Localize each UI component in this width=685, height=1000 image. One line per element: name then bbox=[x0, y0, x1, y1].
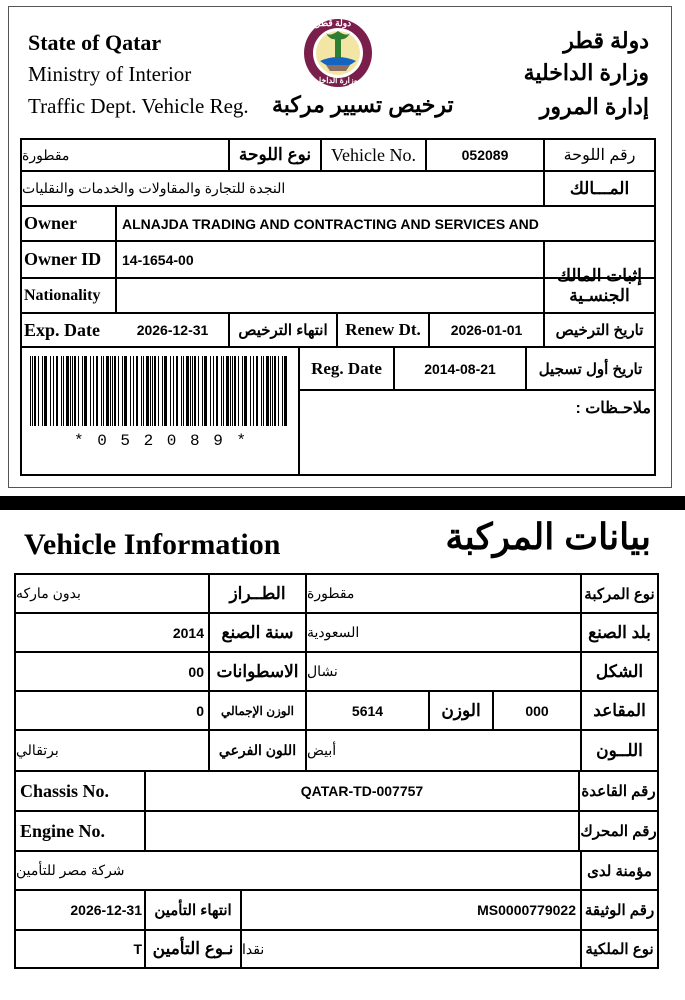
year-value: 2014 bbox=[172, 624, 204, 641]
barcode-bar bbox=[101, 356, 102, 426]
ins-type-value: T bbox=[133, 941, 142, 957]
barcode-bar bbox=[181, 356, 182, 426]
ownership-label: نوع الملكية bbox=[585, 941, 654, 958]
shape-label: الشكل bbox=[595, 661, 644, 681]
renew-date-label-ar: تاريخ الترخيص bbox=[555, 322, 644, 339]
plate-type-label: نوع اللوحة bbox=[238, 145, 312, 164]
vehicle-no-label: Vehicle No. bbox=[331, 144, 416, 165]
barcode-bar bbox=[270, 356, 271, 426]
plate-no-label: رقم اللوحة bbox=[563, 147, 636, 164]
insured-label: مؤمنة لدى bbox=[587, 862, 652, 880]
sub-color-label: اللون الفرعي bbox=[218, 742, 297, 758]
barcode-bar bbox=[204, 356, 207, 426]
barcode-bar bbox=[278, 356, 279, 426]
barcode-bar bbox=[261, 356, 262, 426]
model-value: بدون ماركه bbox=[16, 585, 81, 601]
barcode-bar bbox=[110, 356, 111, 426]
barcode-bar bbox=[118, 356, 119, 426]
barcode-bar bbox=[32, 356, 33, 426]
barcode-bar bbox=[223, 356, 224, 426]
barcode-bar bbox=[146, 356, 149, 426]
barcode-bar bbox=[234, 356, 236, 426]
ministry-ar-label: وزارة الداخلية bbox=[523, 60, 649, 85]
exp-date-value: 2026-12-31 bbox=[136, 322, 209, 338]
barcode-bar bbox=[186, 356, 189, 426]
year-label: سنة الصنع bbox=[221, 622, 294, 642]
barcode-bar bbox=[143, 356, 144, 426]
barcode-bar bbox=[284, 356, 287, 426]
emblem-top-text: دولة قطر bbox=[316, 18, 352, 28]
barcode-bar bbox=[263, 356, 264, 426]
policy-value: MS0000779022 bbox=[477, 902, 576, 918]
barcode-bar bbox=[96, 356, 98, 426]
gross-weight-value: 0 bbox=[196, 702, 204, 719]
barcode-bar bbox=[50, 356, 51, 426]
reg-date-label: Reg. Date bbox=[311, 358, 382, 378]
ins-exp-value: 2026-12-31 bbox=[70, 902, 142, 918]
shape-value: نشال bbox=[307, 663, 338, 679]
state-ar-label: دولة قطر bbox=[563, 28, 649, 53]
barcode-bar bbox=[78, 356, 79, 426]
ins-type-label: نـوع التأمين bbox=[152, 939, 234, 958]
gross-weight-label: الوزن الإجمالي bbox=[221, 703, 294, 718]
barcode-bar bbox=[213, 356, 214, 426]
seats-label: المقاعد bbox=[593, 700, 646, 720]
barcode-bar bbox=[103, 356, 104, 426]
barcode-bar bbox=[130, 356, 131, 426]
ministry-en-label: Ministry of Interior bbox=[28, 62, 192, 86]
barcode-bar bbox=[70, 356, 71, 426]
barcode-bar bbox=[162, 356, 163, 426]
dept-en-label: Traffic Dept. Vehicle Reg. bbox=[28, 94, 249, 118]
state-en-label: State of Qatar bbox=[28, 30, 162, 55]
notes-label: ملاحـظات : bbox=[575, 400, 651, 417]
barcode-bar bbox=[183, 356, 184, 426]
barcode-bar bbox=[63, 356, 64, 426]
barcode-bar bbox=[154, 356, 156, 426]
ins-exp-label: انتهاء التأمين bbox=[154, 902, 232, 919]
sub-color-value: برتقالي bbox=[16, 742, 59, 758]
vehicle-type-label: نوع المركبة bbox=[584, 585, 655, 603]
vehicle-info-title-ar: بيانات المركبة bbox=[445, 516, 651, 557]
weight-label: الوزن bbox=[441, 700, 481, 720]
barcode-bar bbox=[66, 356, 69, 426]
owner-label: Owner bbox=[24, 213, 77, 233]
barcode-bar bbox=[44, 356, 47, 426]
barcode-bar bbox=[106, 356, 109, 426]
owner-label-ar: المـــالك bbox=[569, 178, 630, 198]
barcode-bar bbox=[274, 356, 276, 426]
barcode-bar bbox=[53, 356, 54, 426]
barcode-bar bbox=[112, 356, 113, 426]
emblem-bottom-text: وزارة الداخلية bbox=[312, 76, 358, 85]
barcode-bar bbox=[133, 356, 134, 426]
barcode-bar bbox=[238, 356, 239, 426]
barcode-bar bbox=[198, 356, 199, 426]
license-title-ar: ترخيص تسيير مركبة bbox=[272, 92, 454, 117]
barcode-bar bbox=[250, 356, 251, 426]
vehicle-info-title: Vehicle Information bbox=[24, 528, 281, 561]
separator-band bbox=[0, 496, 685, 510]
barcode-bar bbox=[202, 356, 203, 426]
color-label: اللــون bbox=[596, 740, 643, 760]
weight-value: 5614 bbox=[351, 702, 384, 719]
barcode-bar bbox=[124, 356, 127, 426]
barcode-bar bbox=[90, 356, 91, 426]
engine-label: Engine No. bbox=[20, 820, 106, 841]
insurer-value: شركة مصر للتأمين bbox=[16, 862, 125, 878]
vehicle-type-value: مقطورة bbox=[307, 585, 355, 601]
barcode-bar bbox=[61, 356, 62, 426]
barcode-bar bbox=[93, 356, 94, 426]
barcode-bar bbox=[192, 356, 193, 426]
barcode-bar bbox=[42, 356, 43, 426]
barcode-text: * 0 5 2 0 8 9 * bbox=[73, 432, 249, 450]
barcode-bar bbox=[190, 356, 191, 426]
seats-value: 000 bbox=[525, 702, 549, 719]
exp-date-label: Exp. Date bbox=[24, 319, 100, 340]
owner-value-en: ALNAJDA TRADING AND CONTRACTING AND SERVICES AND bbox=[122, 215, 539, 232]
barcode-bar bbox=[38, 356, 39, 426]
barcode-bar bbox=[221, 356, 222, 426]
barcode-bar bbox=[230, 356, 231, 426]
cylinders-label: الاسطوانات bbox=[216, 661, 299, 681]
barcode-bar bbox=[30, 356, 31, 426]
barcode-bar bbox=[150, 356, 151, 426]
barcode-bar bbox=[282, 356, 283, 426]
barcode-bar bbox=[82, 356, 83, 426]
plate-no-value: 052089 bbox=[461, 147, 509, 163]
barcode-bar bbox=[74, 356, 76, 426]
barcode bbox=[30, 356, 292, 426]
nationality-label: Nationality bbox=[24, 286, 101, 304]
renew-date-value: 2026-01-01 bbox=[450, 322, 523, 338]
origin-label: بلد الصنع bbox=[588, 622, 651, 642]
renew-date-label: Renew Dt. bbox=[345, 320, 421, 339]
reg-date-label-ar: تاريخ أول تسجيل bbox=[538, 360, 643, 378]
barcode-bar bbox=[210, 356, 211, 426]
chassis-label-ar: رقم القاعدة bbox=[581, 783, 656, 800]
barcode-bar bbox=[56, 356, 58, 426]
barcode-bar bbox=[34, 356, 36, 426]
barcode-bar bbox=[141, 356, 142, 426]
barcode-bar bbox=[266, 356, 269, 426]
barcode-bar bbox=[158, 356, 159, 426]
ownership-value: نقدا bbox=[242, 940, 265, 957]
nationality-label-ar: الجنسـية bbox=[569, 285, 630, 305]
barcode-bar bbox=[194, 356, 196, 426]
color-value: أبيض bbox=[307, 742, 337, 758]
barcode-bar bbox=[272, 356, 273, 426]
barcode-bar bbox=[72, 356, 73, 426]
barcode-bar bbox=[114, 356, 116, 426]
owner-value-ar: النجدة للتجارة والمقاولات والخدمات والنقليات bbox=[22, 180, 286, 196]
barcode-bar bbox=[136, 356, 138, 426]
exp-date-label-ar: انتهاء الترخيص bbox=[238, 322, 328, 339]
barcode-bar bbox=[226, 356, 229, 426]
policy-label: رقم الوثيقة bbox=[584, 902, 655, 919]
owner-id-label: Owner ID bbox=[24, 249, 102, 269]
barcode-bar bbox=[170, 356, 171, 426]
owner-id-label-ar: إثبات المالك bbox=[557, 266, 642, 285]
model-label: الطــراز bbox=[229, 583, 286, 603]
barcode-bar bbox=[164, 356, 167, 426]
barcode-bar bbox=[253, 356, 254, 426]
barcode-bar bbox=[242, 356, 243, 426]
dept-ar-label: إدارة المرور bbox=[539, 94, 649, 119]
barcode-bar bbox=[244, 356, 247, 426]
barcode-bar bbox=[216, 356, 218, 426]
barcode-bar bbox=[122, 356, 123, 426]
barcode-bar bbox=[176, 356, 178, 426]
engine-label-ar: رقم المحرك bbox=[580, 823, 657, 840]
origin-value: السعودية bbox=[307, 624, 360, 640]
plate-type-value: مقطورة bbox=[22, 146, 70, 163]
barcode-bar bbox=[232, 356, 233, 426]
owner-id-value: 14-1654-00 bbox=[122, 251, 194, 268]
cylinders-value: 00 bbox=[188, 663, 204, 680]
engine-value bbox=[146, 812, 578, 850]
barcode-bar bbox=[84, 356, 87, 426]
chassis-label: Chassis No. bbox=[20, 780, 110, 801]
chassis-value: QATAR-TD-007757 bbox=[300, 783, 424, 799]
barcode-bar bbox=[256, 356, 258, 426]
barcode-bar bbox=[173, 356, 174, 426]
barcode-bar bbox=[152, 356, 153, 426]
reg-date-value: 2014-08-21 bbox=[424, 360, 496, 377]
